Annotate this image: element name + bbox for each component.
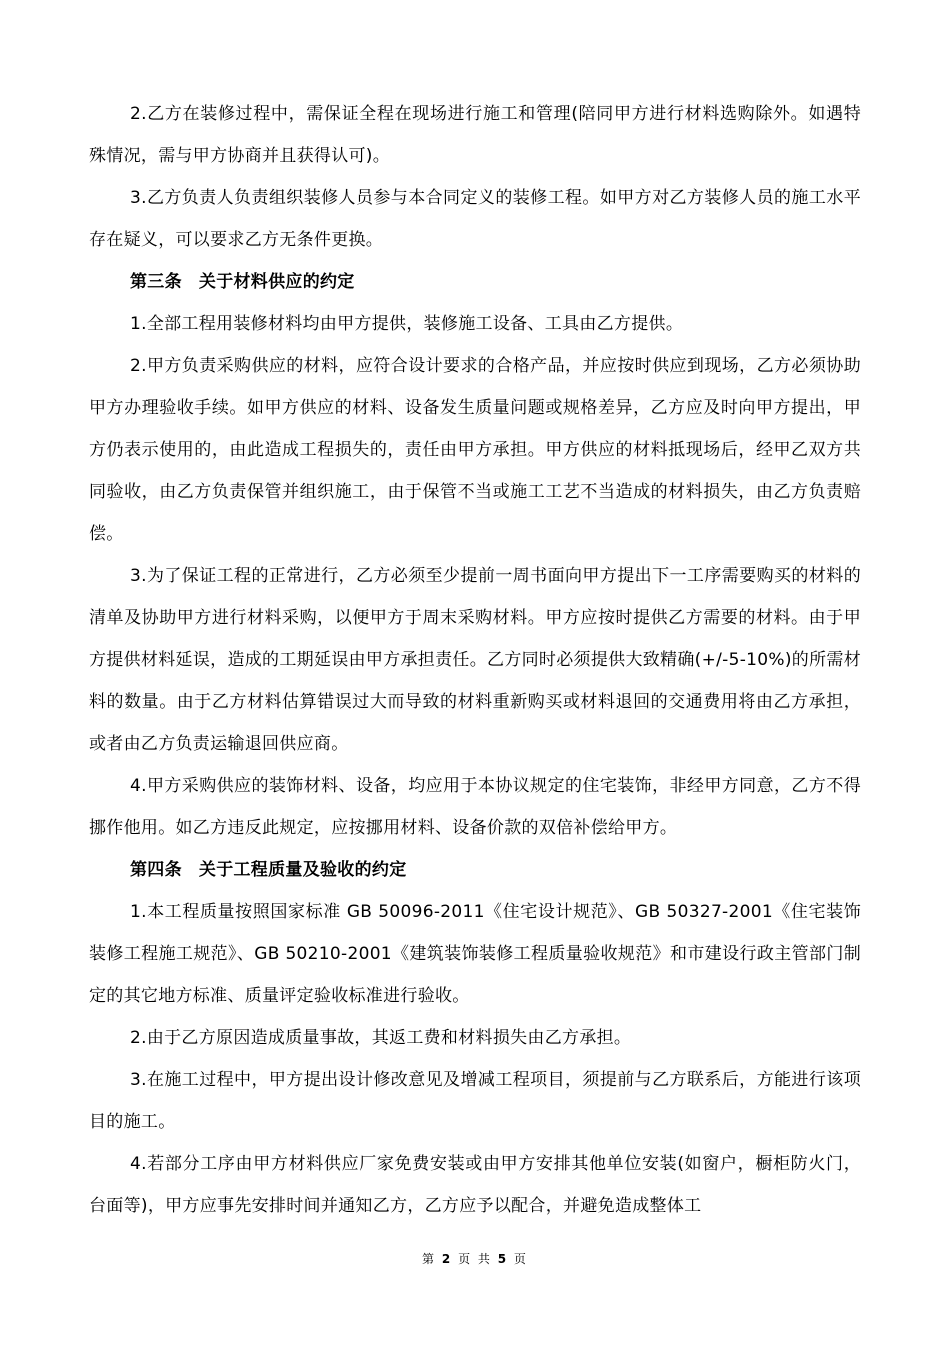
footer-middle: 页 共 (458, 1252, 492, 1266)
article4-item1: 1.本工程质量按照国家标准 GB 50096-2011《住宅设计规范》、GB 50327-2001《住宅装饰装修工程施工规范》、GB 50210-2001《建筑装饰装修工程质量验收规范》和市建设行政主管部门制定的其它地方标准、质量评定验收标准进行验收。 (89, 902, 861, 1006)
paragraph-article2-item3: 3.乙方负责人负责组织装修人员参与本合同定义的装修工程。如甲方对乙方装修人员的施工水平存在疑义，可以要求乙方无条件更换。 (89, 188, 861, 250)
footer-total-pages: 5 (497, 1252, 509, 1266)
footer-prefix: 第 (422, 1252, 437, 1266)
article4-number: 第四条 (130, 860, 182, 880)
article4-item3: 3.在施工过程中，甲方提出设计修改意见及增减工程项目，须提前与乙方联系后，方能进行该项目的施工。 (89, 1070, 861, 1132)
article4-heading (89, 849, 861, 891)
footer-suffix: 页 (513, 1252, 528, 1266)
article3-number: 第三条 (130, 272, 182, 292)
footer-page-number: 2 (441, 1252, 453, 1266)
article4-item4: 4.若部分工序由甲方材料供应厂家免费安装或由甲方安排其他单位安装(如窗户，橱柜防火门，台面等)，甲方应事先安排时间并通知乙方，乙方应予以配合，并避免造成整体工 (89, 1154, 861, 1216)
article3-item1: 1.全部工程用装修材料均由甲方提供，装修施工设备、工具由乙方提供。 (130, 314, 684, 334)
page-footer (0, 1250, 950, 1267)
article4-item2: 2.由于乙方原因造成质量事故，其返工费和材料损失由乙方承担。 (130, 1028, 632, 1048)
article3-item2: 2.甲方负责采购供应的材料，应符合设计要求的合格产品，并应按时供应到现场，乙方必须协助甲方办理验收手续。如甲方供应的材料、设备发生质量问题或规格差异，乙方应及时向甲方提出，甲方仍表示使用的，由此造成工程损失的，责任由甲方承担。甲方供应的材料抵现场后，经甲乙双方共同验收，由乙方负责保管并组织施工，由于保管不当或施工工艺不当造成的材料损失，由乙方负责赔偿。 (89, 356, 861, 544)
article3-title: 关于材料供应的约定 (198, 272, 355, 292)
article3-item4: 4.甲方采购供应的装饰材料、设备，均应用于本协议规定的住宅装饰，非经甲方同意，乙方不得挪作他用。如乙方违反此规定，应按挪用材料、设备价款的双倍补偿给甲方。 (89, 776, 861, 838)
paragraph-article2-item2: 2.乙方在装修过程中，需保证全程在现场进行施工和管理(陪同甲方进行材料选购除外。如遇特殊情况，需与甲方协商并且获得认可)。 (89, 104, 861, 166)
document-body (89, 93, 861, 1227)
article3-heading (89, 261, 861, 303)
article3-item3: 3.为了保证工程的正常进行，乙方必须至少提前一周书面向甲方提出下一工序需要购买的材料的清单及协助甲方进行材料采购，以便甲方于周末采购材料。甲方应按时提供乙方需要的材料。由于甲方提供材料延误，造成的工期延误由甲方承担责任。乙方同时必须提供大致精确(+/-5-10%)的所需材料的数量。由于乙方材料估算错误过大而导致的材料重新购买或材料退回的交通费用将由乙方承担，或者由乙方负责运输退回供应商。 (89, 566, 861, 754)
article4-title: 关于工程质量及验收的约定 (198, 860, 407, 880)
